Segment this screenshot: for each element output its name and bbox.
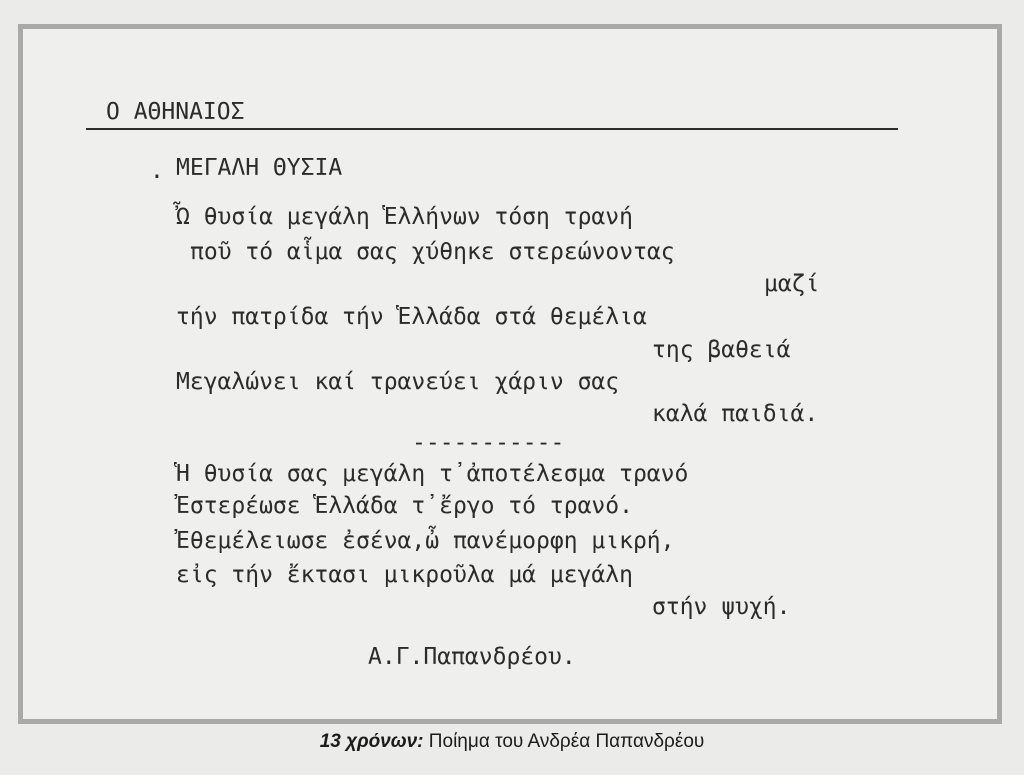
poem-line: ποῦ τό αἷμα σας χύθηκε στερεώνοντας xyxy=(190,239,675,265)
title-mark: . xyxy=(150,158,164,184)
caption-bold: 13 χρόνων: xyxy=(319,731,424,752)
figure-caption xyxy=(0,731,1024,753)
poem-line: Ἡ θυσία σας μεγάλη τ᾽ἀποτέλεσμα τρανό xyxy=(176,461,689,487)
poem-line: Ἐστερέωσε Ἑλλάδα τ᾽ἔργο τό τρανό. xyxy=(176,493,633,519)
poem-line: της βαθειά xyxy=(652,337,791,363)
poem-title: ΜΕΓΑΛΗ ΘΥΣΙΑ xyxy=(176,155,343,181)
poem-line: εἰς τήν ἔκτασι μικροῦλα μά μεγάλη xyxy=(176,562,633,588)
poem-line: μαζί xyxy=(764,271,820,297)
signature: Α.Γ.Παπανδρέου. xyxy=(368,644,576,670)
poem-line: στήν ψυχή. xyxy=(652,594,791,620)
poem-line: Μεγαλώνει καί τρανεύει χάριν σας xyxy=(176,369,620,395)
header-underline xyxy=(86,128,898,130)
document-header: Ο ΑΘΗΝΑΙΟΣ xyxy=(106,99,245,125)
poem-line: Ὦ θυσία μεγάλη Ἑλλήνων τόση τρανή xyxy=(176,204,633,230)
poem-line: Ἐθεμέλειωσε ἐσένα,ὦ πανέμορφη μικρή, xyxy=(176,528,675,554)
poem-line: καλά παιδιά. xyxy=(652,401,819,427)
poem-line: τήν πατρίδα τήν Ἑλλάδα στά θεμέλια xyxy=(176,304,647,330)
caption-text: Ποίημα του Ανδρέα Παπανδρέου xyxy=(423,731,705,752)
stanza-separator: ----------- xyxy=(412,430,565,456)
